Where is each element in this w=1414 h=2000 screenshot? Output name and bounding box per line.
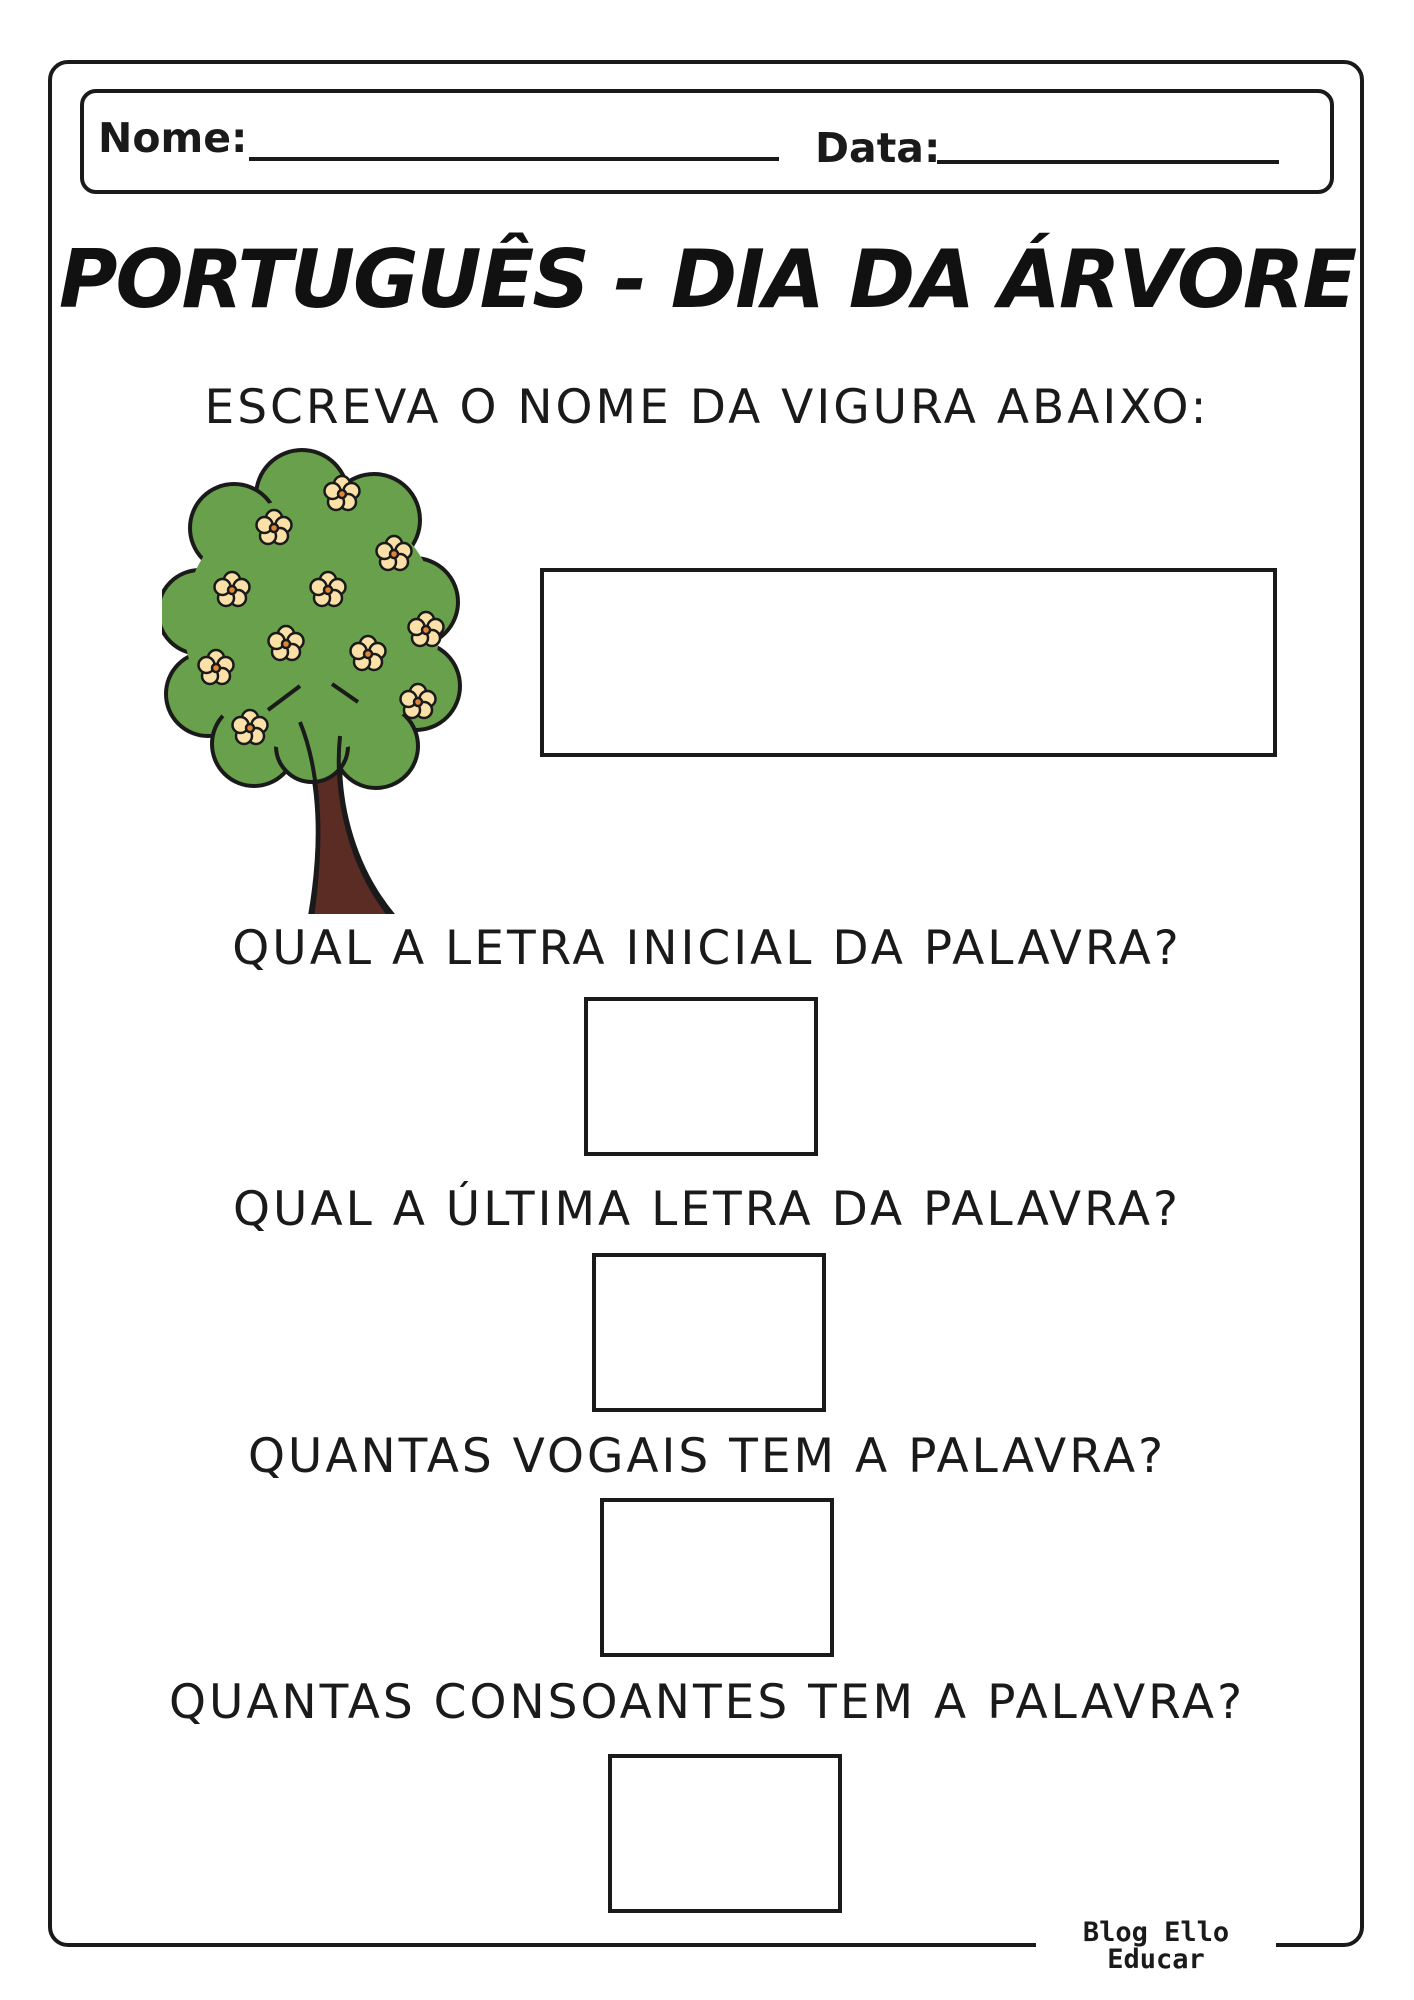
question-initial-letter: QUAL A LETRA INICIAL DA PALAVRA?: [232, 921, 1182, 976]
name-field[interactable]: [249, 157, 779, 161]
footer-credit: Blog Ello Educar: [1036, 1919, 1276, 1973]
word-answer-box[interactable]: [540, 568, 1277, 757]
date-label: Data:: [815, 124, 941, 172]
vowel-count-answer-box[interactable]: [600, 1498, 834, 1657]
page-title: PORTUGUÊS - DIA DA ÁRVORE: [58, 233, 1356, 326]
name-label: Nome:: [98, 114, 248, 162]
instruction-text: ESCREVA O NOME DA VIGURA ABAIXO:: [204, 380, 1210, 435]
last-letter-answer-box[interactable]: [592, 1253, 826, 1412]
question-vowel-count: QUANTAS VOGAIS TEM A PALAVRA?: [247, 1429, 1167, 1484]
date-field[interactable]: [937, 160, 1279, 164]
tree-icon: [162, 446, 492, 914]
question-consonant-count: QUANTAS CONSOANTES TEM A PALAVRA?: [168, 1675, 1246, 1730]
consonant-count-answer-box[interactable]: [608, 1754, 842, 1913]
header-box: [80, 89, 1334, 194]
question-last-letter: QUAL A ÚLTIMA LETRA DA PALAVRA?: [233, 1182, 1181, 1237]
initial-letter-answer-box[interactable]: [584, 997, 818, 1156]
